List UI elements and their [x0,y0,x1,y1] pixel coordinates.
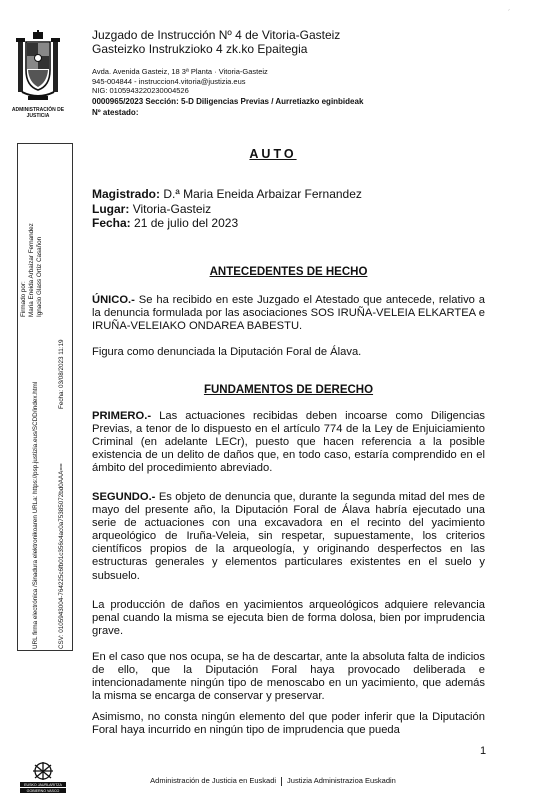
fecha-value: 21 de julio del 2023 [134,216,239,231]
court-address [92,67,268,96]
signature-sidebar [17,143,73,651]
page-number: 1 [480,745,487,757]
signer-1: Maria Eneida Arbaizar Fernandez [28,223,35,317]
signature-date: Fecha: 03/08/2023 11:19 [58,339,65,409]
antecedentes-heading: ANTECEDENTES DE HECHO [209,266,368,278]
magistrado-label: Magistrado: [92,187,161,201]
footer-left-text: Administración de Justicia en Euskadi [150,776,277,785]
segundo-label: SEGUNDO.- [92,491,156,503]
nig-line: NIG: 0105943220230004526 [92,86,189,96]
signed-by-label: Firmado por: [20,281,27,317]
primero-paragraph [92,410,485,475]
unico-text: Se ha recibido en este Juzgado el Atestado que antecede, relativo a la denuncia formulada por las asociaciones SOS IRUÑA-VELEIA ELKARTEA e IRUÑA-VELEIAKO ONDAREA BABESTU. [92,294,486,333]
signer-2: Ignacio Glass Ortiz Casañon [36,236,43,317]
document-meta [92,187,362,231]
segundo-text: Es objeto de denuncia que, durante la segunda mitad del mes de mayo del presente año, la Diputación Foral de Álava habría ejecutado una serie de actuaciones con una excavadora en el recinto del yacimiento arqueológico de Iruña-Veleia, sin respetar, supuestamente, los criterios científicos propios de la arqueología, y originando desperfectos en las estructuras generales y elementos particulares existentes en el suelo y subsuelo. [92,491,485,582]
court-header [92,28,340,56]
primero-label: PRIMERO.- [92,410,152,422]
logo-caption-1: EUSKO JAURLARITZA [24,783,62,787]
paragraph-4: En el caso que nos ocupa, se ha de descartar, ante la absoluta falta de indicios de ello, que la Diputación Foral haya provocado deliberada e intencionadamente ningún tipo de menoscabo en un yacimiento, que además la misma se encarga de conservar y preservar. [92,651,485,703]
document-title: AUTO [249,147,297,161]
antecedentes-section [92,266,485,279]
lugar-value: Vitoria-Gasteiz [132,201,212,216]
fecha-row [92,216,362,231]
fecha-label: Fecha: [92,216,131,231]
phone-email-line: 945-004844 - instruccion4.vitoria@justizia.eus [92,76,246,86]
magistrado-value: D.ª Maria Eneida Arbaizar Fernandez [163,187,362,201]
atestado-line: Nº atestado: [92,108,139,117]
lugar-row [92,202,362,217]
logo-caption-2: GOBIERNO VASCO [26,789,60,793]
address-line: Avda. Avenida Gasteiz, 18 3ª Planta · Vitoria-Gasteiz [92,67,268,76]
footer-right-text: Justizia Administrazioa Euskadin [287,776,396,785]
footer-divider [281,777,282,786]
coat-of-arms-icon [14,30,62,106]
case-reference [92,96,363,118]
paragraph-3: La producción de daños en yacimientos arqueológicos adquiere relevancia penal cuando la misma se ejecuta bien de forma dolosa, bien por imprudencia grave. [92,599,485,638]
corner-mark: ´ [508,10,511,17]
signature-csv: CSV: 0105943004-764225c6fb01c356c4ac0a75385072bd0AAA== [58,463,65,649]
page-footer [0,776,546,786]
court-name-es: Juzgado de Instrucción Nº 4 de Vitoria-Gasteiz [92,28,341,42]
primero-text: Las actuaciones recibidas deben incoarse como Diligencias Previas, a tenor de lo dispuesto en el artículo 774 de la Ley de Enjuiciamiento Criminal (en adelante LECr), puesto que hacen referencia a la posible existencia de un delito de daños que, en todo caso, estaría comprendido en el ámbito del procedimiento abreviado. [92,410,486,475]
segundo-paragraph [92,491,485,583]
crest-caption: ADMINISTRACIÓN DE JUSTICIA [11,107,65,119]
proceeding-line: 0000965/2023 Sección: 5-D Diligencias Previas / Aurretiazko eginbideak [92,97,364,106]
paragraph-5: Asimismo, no consta ningún elemento del que poder inferir que la Diputación Foral haya incurrido en ningún tipo de imprudencia que pueda [92,711,485,737]
signature-url: URL firma electrónica /Sinadura elektronikoaren URLa: https://psp.justizia.eus/SCDD/index.html [32,381,39,649]
fundamentos-section [92,384,485,397]
court-name-eu: Gasteizko Instrukzioko 4 zk.ko Epaitegia [92,42,308,56]
lugar-label: Lugar: [92,201,130,216]
unico-label: ÚNICO.- [92,294,135,306]
magistrado-row [92,187,362,202]
unico-paragraph [92,294,485,333]
denunciada-paragraph: Figura como denunciada la Diputación Foral de Álava. [92,346,362,358]
fundamentos-heading: FUNDAMENTOS DE DERECHO [203,384,374,396]
